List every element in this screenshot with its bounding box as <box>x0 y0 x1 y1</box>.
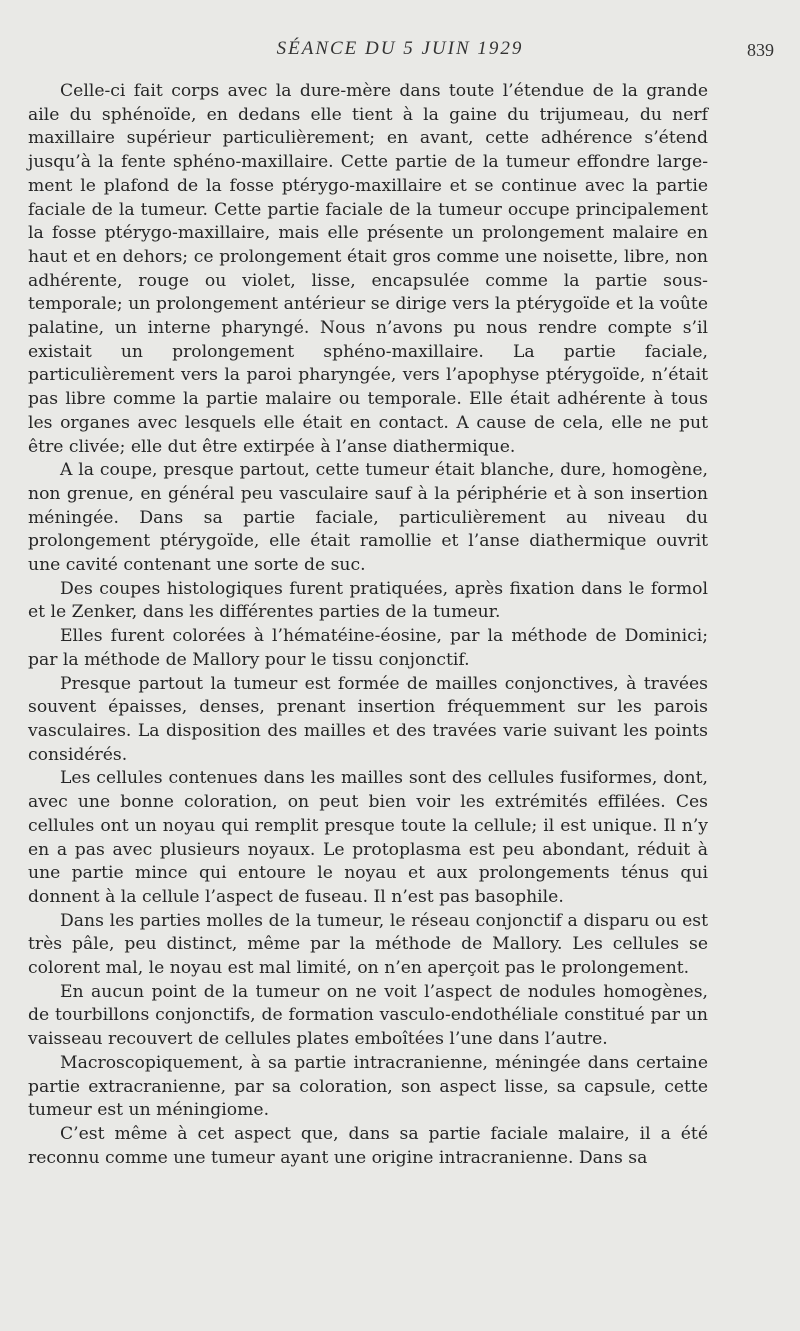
running-head <box>0 38 800 68</box>
paragraph: Elles furent colorées à l’hématéine-éosine, par la méthode de Dominici; par la méthode de Mallory pour le tissu conjonctif. <box>28 626 708 670</box>
paragraph: A la coupe, presque partout, cette tumeur était blanche, dure, homogène, non grenue, en général peu vasculaire sauf à la périphérie et à son insertion méningée. Dans sa partie faciale, particulièrement au niveau du prolongement ptérygoïde, elle était ramollie et l’anse diathermique ouvrit une cavité contenant une sorte de suc. <box>28 460 708 576</box>
paragraph: Des coupes histologiques furent pratiquées, après fixation dans le formol et le Zenker, dans les différentes parties de la tumeur. <box>28 578 708 623</box>
paragraph: Dans les parties molles de la tumeur, le réseau conjonctif a disparu ou est très pâle, peu distinct, même par la méthode de Mallory. Les cellules se colorent mal, le noyau est mal limité, on n’en aperçoit pas le prolongement. <box>28 910 708 979</box>
paragraph: Les cellules contenues dans les mailles sont des cellules fusiformes, dont, avec une bonne coloration, on peut bien voir les extrémités effilées. Ces cellules ont un noyau qui remplit presque toute la cellule; il est unique. Il n’y en a pas avec plusieurs noyaux. Le protoplasma est peu abondant, réduit à une partie mince qui entoure le noyau et aux prolongements ténus qui donnent à la cellule l’aspect de fuseau. Il n’est pas basophile. <box>28 768 708 907</box>
running-title: SÉANCE DU 5 JUIN 1929 <box>276 38 524 59</box>
paragraph: Celle-ci fait corps avec la dure-mère dans toute l’étendue de la grande aile du sphénoïde, en dedans elle tient à la gaine du trijumeau, du nerf maxillaire supérieur particulièrement; en avant, cette adhérence s’étend jusqu’à la fente sphéno-maxillaire. Cette partie de la tumeur effondre largement le plafond de la fosse ptérygo-maxillaire et se continue avec la partie faciale de la tumeur. Cette partie faciale de la tumeur occupe principalement la fosse ptérygo-maxillaire, mais elle présente un prolongement malaire en haut et en dehors; ce prolongement était gros comme une noisette, libre, non adhérente, rouge ou violet, lisse, encapsulée comme la partie sous-temporale; un prolongement antérieur se dirige vers la ptérygoïde et la voûte palatine, un interne pharyngé. Nous n’avons pu nous rendre compte s’il existait un prolongement sphéno-maxillaire. La partie faciale, particulièrement vers la paroi pharyngée, vers l’apophyse ptérygoïde, n’était pas libre comme la partie malaire ou temporale. Elle était adhérente à tous les organes avec lesquels elle était en contact. A cause de cela, elle ne put être clivée; elle dut être extirpée à l’anse diathermique. <box>28 81 708 457</box>
paragraph: En aucun point de la tumeur on ne voit l’aspect de nodules homogènes, de tourbillons conjonctifs, de formation vasculo-endothéliale constitué par un vaisseau recouvert de cellules plates emboîtées l’une dans l’autre. <box>28 981 708 1050</box>
paragraph: Presque partout la tumeur est formée de mailles conjonctives, à travées souvent épaisses, denses, prenant insertion fréquemment sur les parois vasculaires. La disposition des mailles et des travées varie suivant les points considérés. <box>28 673 708 765</box>
paragraph: Macroscopiquement, à sa partie intracranienne, méningée dans certaine partie extracranienne, par sa coloration, son aspect lisse, sa capsule, cette tumeur est un méningiome. <box>28 1052 708 1121</box>
body-text <box>28 80 708 1170</box>
page-number: 839 <box>747 40 774 60</box>
paragraph: C’est même à cet aspect que, dans sa partie faciale malaire, il a été reconnu comme une tumeur ayant une origine intracranienne. Dans sa <box>28 1123 708 1168</box>
